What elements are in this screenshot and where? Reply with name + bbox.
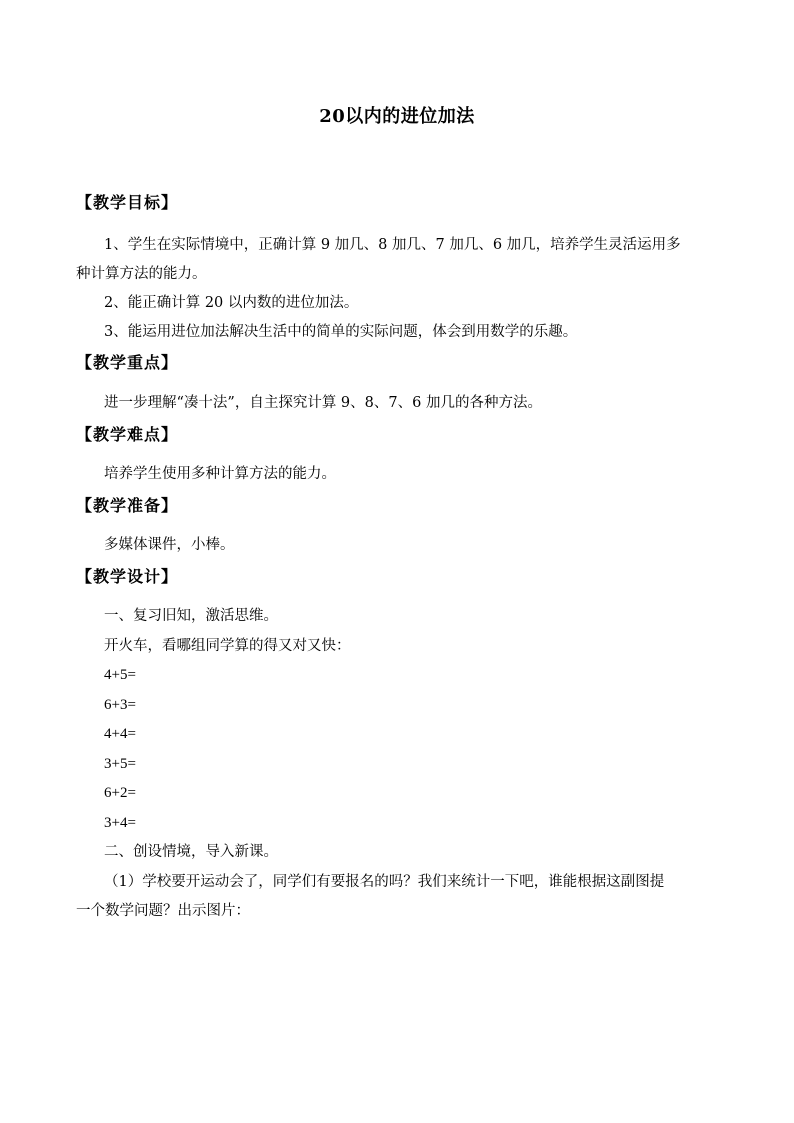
goal-item-1-line-1: 1、学生在实际情境中，正确计算 9 加几、8 加几、7 加几、6 加几，培养学生灵活运用多 bbox=[104, 237, 681, 253]
exercise-5: 6+2= bbox=[104, 785, 136, 801]
difficulties-text: 培养学生使用多种计算方法的能力。 bbox=[104, 466, 336, 482]
design-step-2: 二、创设情境，导入新课。 bbox=[104, 844, 278, 860]
design-step-2-item-1-line-1: （1）学校要开运动会了，同学们有要报名的吗？我们来统计一下吧，谁能根据这副图提 bbox=[104, 874, 665, 890]
design-step-1: 一、复习旧知，激活思维。 bbox=[104, 608, 278, 624]
exercise-4: 3+5= bbox=[104, 756, 136, 772]
heading-key-points: 【教学重点】 bbox=[76, 353, 179, 372]
preparation-text: 多媒体课件，小棒。 bbox=[104, 537, 235, 553]
goal-item-3: 3、能运用进位加法解决生活中的简单的实际问题，体会到用数学的乐趣。 bbox=[104, 324, 578, 340]
exercise-3: 4+4= bbox=[104, 726, 136, 742]
exercise-6: 3+4= bbox=[104, 815, 136, 831]
heading-teaching-goals: 【教学目标】 bbox=[76, 193, 179, 212]
goal-item-2: 2、能正确计算 20 以内数的进位加法。 bbox=[104, 295, 359, 311]
design-step-2-item-1-line-2: 一个数学问题？出示图片： bbox=[76, 903, 250, 919]
heading-difficulties: 【教学难点】 bbox=[76, 425, 179, 444]
key-points-text: 进一步理解“凑十法”，自主探究计算 9、8、7、6 加几的各种方法。 bbox=[104, 395, 542, 411]
heading-preparation: 【教学准备】 bbox=[76, 496, 179, 515]
design-step-1-desc: 开火车，看哪组同学算的得又对又快： bbox=[104, 638, 351, 654]
goal-item-1-line-2: 种计算方法的能力。 bbox=[76, 266, 207, 282]
heading-teaching-design: 【教学设计】 bbox=[76, 567, 179, 586]
exercise-2: 6+3= bbox=[104, 697, 136, 713]
document-title: 20以内的进位加法 bbox=[319, 106, 475, 127]
exercise-1: 4+5= bbox=[104, 667, 136, 683]
